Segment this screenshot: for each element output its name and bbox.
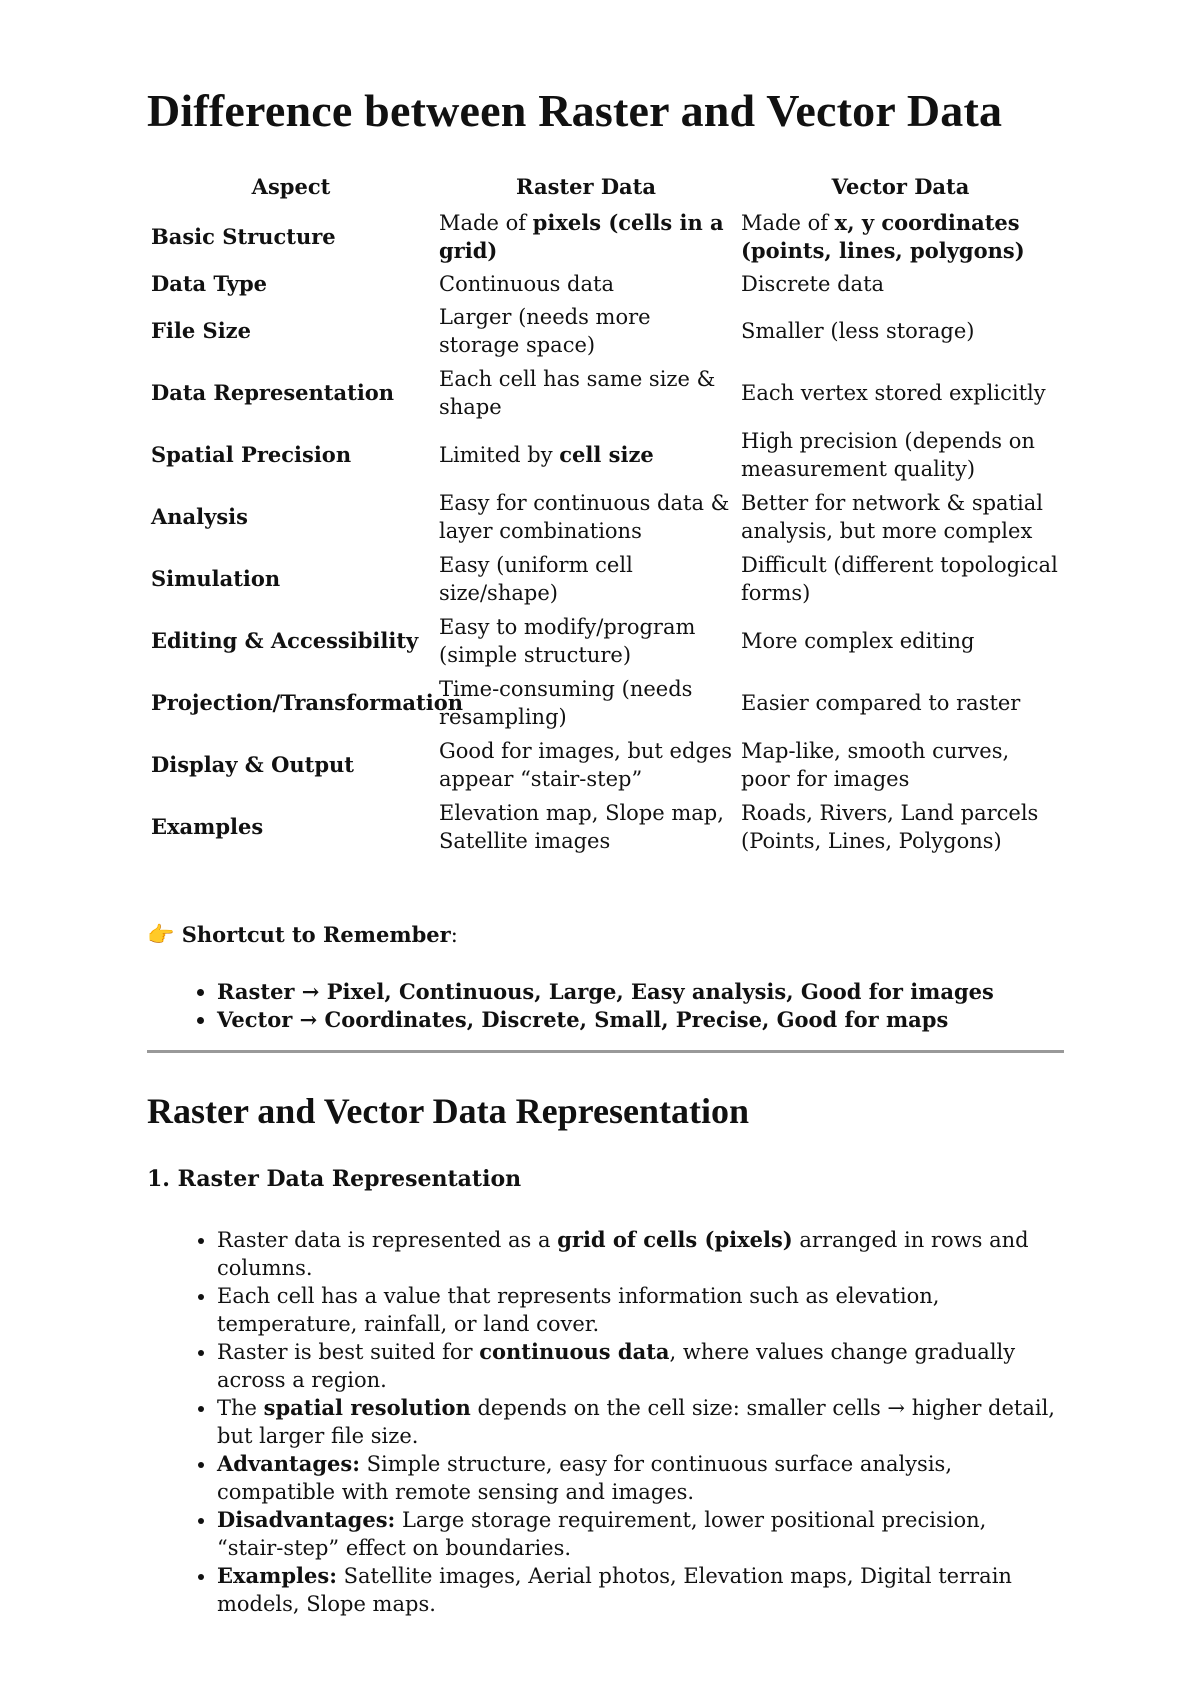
table-row bbox=[147, 734, 1064, 796]
table-row bbox=[147, 610, 1064, 672]
cell-aspect: File Size bbox=[151, 318, 251, 343]
cell-raster: Easy to modify/program (simple structure) bbox=[439, 615, 696, 667]
table-header-row bbox=[147, 172, 1064, 206]
pointing-hand-icon: 👉 bbox=[147, 923, 175, 948]
cell-aspect: Data Type bbox=[151, 271, 268, 296]
cell-aspect: Editing & Accessibility bbox=[151, 628, 419, 653]
list-item: • Each cell has a value that represents information such as elevation, temperature, rainfall, or land cover. bbox=[217, 1282, 1057, 1338]
shortcut-list bbox=[147, 978, 1097, 1034]
table-row bbox=[147, 206, 1064, 268]
list-item: • The spatial resolution depends on the cell size: smaller cells → higher detail, but larger file size. bbox=[217, 1394, 1057, 1450]
table-row bbox=[147, 424, 1064, 486]
table-row bbox=[147, 300, 1064, 362]
cell-aspect: Analysis bbox=[151, 504, 248, 529]
cell-aspect: Display & Output bbox=[151, 752, 354, 777]
table-row bbox=[147, 362, 1064, 424]
cell-raster: Made of pixels (cells in a grid) bbox=[439, 210, 724, 263]
cell-vector: Made of x, y coordinates (points, lines, polygons) bbox=[741, 210, 1025, 263]
comparison-table bbox=[147, 172, 1064, 858]
cell-vector: Better for network & spatial analysis, but more complex bbox=[741, 491, 1043, 543]
cell-raster: Easy for continuous data & layer combinations bbox=[439, 491, 730, 543]
cell-aspect: Simulation bbox=[151, 566, 281, 591]
cell-vector: Each vertex stored explicitly bbox=[741, 381, 1046, 405]
cell-vector: Discrete data bbox=[741, 272, 885, 296]
divider bbox=[147, 1050, 1064, 1053]
list-item: • Raster → Pixel, Continuous, Large, Easy analysis, Good for images bbox=[217, 978, 1097, 1006]
list-item: • Vector → Coordinates, Discrete, Small, Precise, Good for maps bbox=[217, 1006, 1097, 1034]
cell-vector: High precision (depends on measurement quality) bbox=[741, 429, 1035, 481]
cell-raster: Limited by cell size bbox=[439, 442, 654, 467]
cell-aspect: Data Representation bbox=[151, 380, 395, 405]
cell-raster: Easy (uniform cell size/shape) bbox=[439, 553, 633, 605]
cell-aspect: Basic Structure bbox=[151, 224, 336, 249]
cell-aspect: Projection/Transformation bbox=[151, 690, 463, 715]
cell-raster: Each cell has same size & shape bbox=[439, 367, 716, 419]
table-row bbox=[147, 548, 1064, 610]
column-header-raster: Raster Data bbox=[516, 174, 656, 199]
table-row bbox=[147, 486, 1064, 548]
list-item: • Disadvantages: Large storage requirement, lower positional precision, “stair-step” effect on boundaries. bbox=[217, 1506, 1057, 1562]
cell-aspect: Spatial Precision bbox=[151, 442, 352, 467]
shortcut-colon: : bbox=[450, 923, 458, 947]
cell-raster: Larger (needs more storage space) bbox=[439, 305, 651, 357]
cell-vector: Difficult (different topological forms) bbox=[741, 553, 1058, 605]
list-item: • Examples: Satellite images, Aerial photos, Elevation maps, Digital terrain models, Slope maps. bbox=[217, 1562, 1057, 1618]
table-row bbox=[147, 268, 1064, 300]
list-item: • Raster is best suited for continuous data, where values change gradually across a region. bbox=[217, 1338, 1057, 1394]
cell-vector: Map-like, smooth curves, poor for images bbox=[741, 739, 1010, 791]
list-item: • Advantages: Simple structure, easy for continuous surface analysis, compatible with remote sensing and images. bbox=[217, 1450, 1057, 1506]
column-header-aspect: Aspect bbox=[251, 174, 331, 199]
page-title: Difference between Raster and Vector Data bbox=[147, 85, 1003, 136]
cell-vector: More complex editing bbox=[741, 629, 975, 653]
column-header-vector: Vector Data bbox=[831, 174, 970, 199]
section-title: Raster and Vector Data Representation bbox=[147, 1091, 749, 1131]
cell-raster: Good for images, but edges appear “stair-step” bbox=[439, 739, 733, 791]
raster-bullet-list bbox=[147, 1226, 1057, 1618]
shortcut-label: Shortcut to Remember bbox=[181, 922, 451, 947]
cell-vector: Smaller (less storage) bbox=[741, 319, 975, 343]
cell-vector: Roads, Rivers, Land parcels (Points, Lines, Polygons) bbox=[741, 801, 1039, 853]
shortcut-heading bbox=[147, 922, 458, 948]
section-subtitle: 1. Raster Data Representation bbox=[147, 1166, 522, 1192]
table-row bbox=[147, 796, 1064, 858]
cell-raster: Time-consuming (needs resampling) bbox=[439, 677, 693, 729]
cell-vector: Easier compared to raster bbox=[741, 691, 1021, 715]
cell-raster: Continuous data bbox=[439, 272, 614, 296]
list-item: • Raster data is represented as a grid of cells (pixels) arranged in rows and columns. bbox=[217, 1226, 1057, 1282]
cell-raster: Elevation map, Slope map, Satellite images bbox=[439, 801, 724, 853]
cell-aspect: Examples bbox=[151, 814, 264, 839]
table-row bbox=[147, 672, 1064, 734]
